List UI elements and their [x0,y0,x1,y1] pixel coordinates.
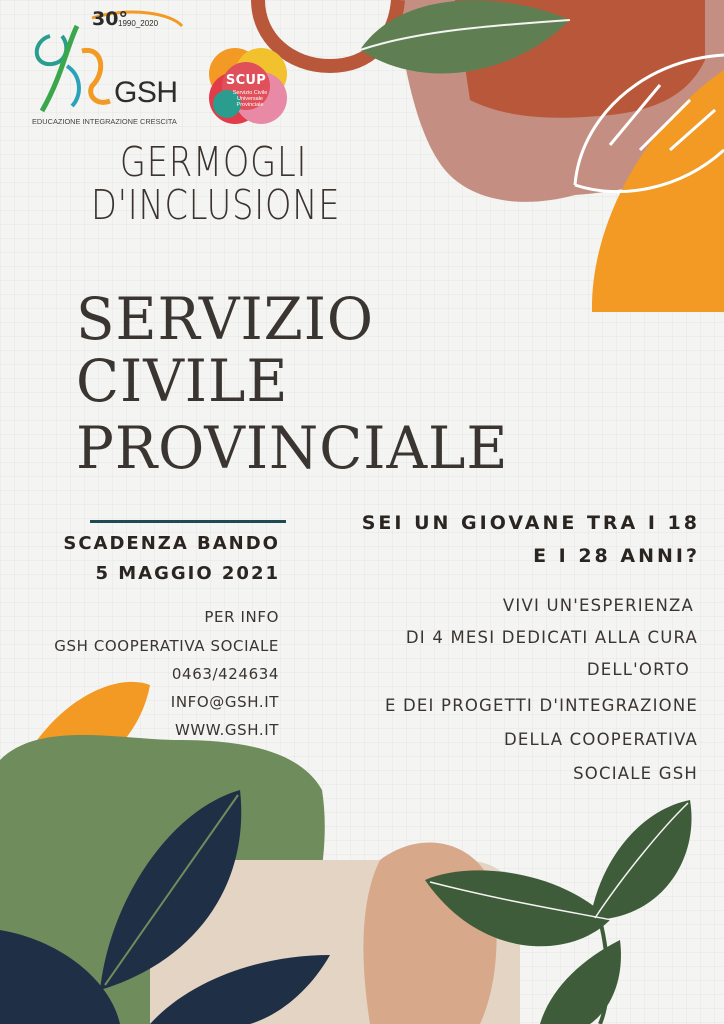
gsh-anniversary: 30° [92,8,128,30]
scup-logo [205,44,291,130]
gsh-tagline: EDUCAZIONE INTEGRAZIONE CRESCITA [32,117,177,126]
description-line: DELL'ORTO [586,660,690,679]
divider-rule [90,520,286,523]
question-line1: SEI UN GIOVANE TRA I 18 [361,512,700,534]
gsh-name: GSH [114,76,178,109]
contacts-phone[interactable]: 0463/424634 [171,665,279,683]
description-line: DELLA COOPERATIVA [504,730,698,749]
description-line: E DEI PROGETTI D'INTEGRAZIONE [384,696,698,715]
title-line3: PROVINCIALE [76,414,509,482]
scup-subtitle: Servizio Civile Universale Provinciale [232,90,268,108]
question-line2: E I 28 ANNI? [533,545,700,567]
deadline-date: 5 MAGGIO 2021 [95,563,280,584]
title-line2: CIVILE [76,347,289,415]
gsh-years: 1990_2020 [118,19,159,28]
project-name-line1: GERMOGLI [119,138,308,186]
contacts-website[interactable]: WWW.GSH.IT [174,721,279,739]
project-name-line2: D'INCLUSIONE [91,181,341,229]
contacts-email[interactable]: INFO@GSH.IT [170,693,279,711]
description-line: VIVI UN'ESPERIENZA [502,596,694,615]
title-line1: SERVIZIO [76,285,375,353]
description-line: DI 4 MESI DEDICATI ALLA CURA [405,628,698,647]
scup-name: SCUP [225,73,267,88]
tan-pot-shape [363,843,496,1024]
deadline-label: SCADENZA BANDO [63,533,280,554]
gsh-logo [22,6,192,130]
contacts-organization: GSH COOPERATIVA SOCIALE [54,637,279,655]
contacts-intro: PER INFO [204,608,279,626]
description-line: SOCIALE GSH [573,764,698,783]
